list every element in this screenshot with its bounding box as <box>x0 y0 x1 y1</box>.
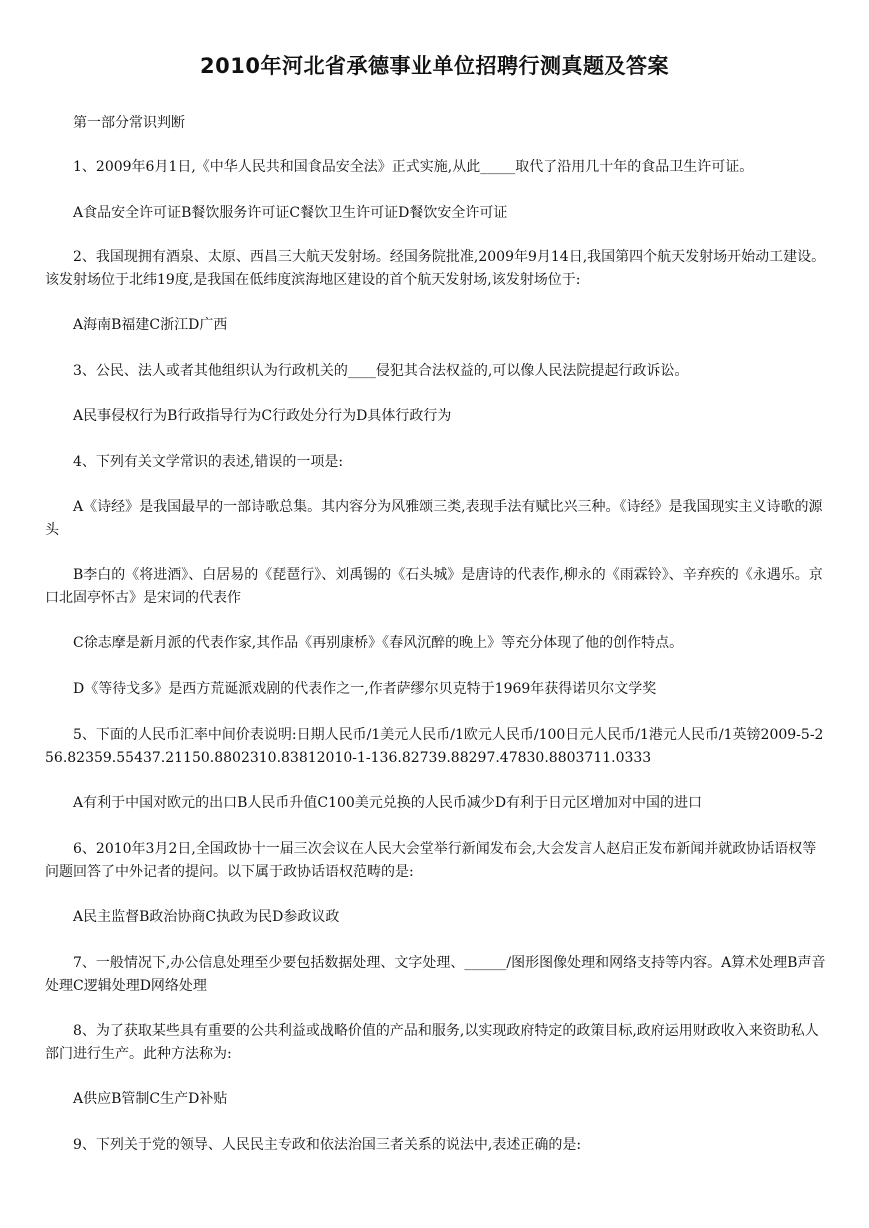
section-heading: 第一部分常识判断 <box>73 115 185 131</box>
question-5-options: A有利于中国对欧元的出口B人民币升值C100美元兑换的人民币减少D有利于日元区增加对中国的进口 <box>73 795 703 811</box>
question-3-options: A民事侵权行为B行政指导行为C行政处分行为D具体行政行为 <box>73 408 452 424</box>
question-6-options: A民主监督B政治协商C执政为民D参政议政 <box>73 909 340 925</box>
question-5: 5、下面的人民币汇率中间价表说明:日期人民币/1美元人民币/1欧元人民币/100日元人民币/1港元人民币/1英镑2009-5-256.82359.55437.21150.8802310.83812010-1-136.82739.88297.47830.8803711.0333 <box>45 727 824 766</box>
question-4-option-d: D《等待戈多》是西方荒诞派戏剧的代表作之一,作者萨缪尔贝克特于1969年获得诺贝尔文学奖 <box>73 681 657 697</box>
question-8-options: A供应B管制C生产D补贴 <box>73 1091 228 1107</box>
question-4-option-b: B李白的《将进酒》、白居易的《琵琶行》、刘禹锡的《石头城》是唐诗的代表作,柳永的《雨霖铃》、辛弃疾的《永遇乐。京口北固亭怀古》是宋词的代表作 <box>45 567 823 606</box>
question-9: 9、下列关于党的领导、人民民主专政和依法治国三者关系的说法中,表述正确的是: <box>73 1137 582 1153</box>
question-3: 3、公民、法人或者其他组织认为行政机关的____侵犯其合法权益的,可以像人民法院提起行政诉讼。 <box>73 363 689 379</box>
question-2: 2、我国现拥有酒泉、太原、西昌三大航天发射场。经国务院批准,2009年9月14日,我国第四个航天发射场开始动工建设。该发射场位于北纬19度,是我国在低纬度滨海地区建设的首个航天发射场,该发射场位于: <box>45 249 826 288</box>
question-4-option-c: C徐志摩是新月派的代表作家,其作品《再别康桥》《春风沉醉的晚上》等充分体现了他的创作特点。 <box>73 635 684 651</box>
question-7: 7、一般情况下,办公信息处理至少要包括数据处理、文字处理、______/图形图像处理和网络支持等内容。A算术处理B声音处理C逻辑处理D网络处理 <box>45 955 826 994</box>
question-1-options: A食品安全许可证B餐饮服务许可证C餐饮卫生许可证D餐饮安全许可证 <box>73 205 508 221</box>
question-1: 1、2009年6月1日,《中华人民共和国食品安全法》正式实施,从此_____取代了沿用几十年的食品卫生许可证。 <box>73 159 754 175</box>
document-title: 2010年河北省承德事业单位招聘行测真题及答案 <box>200 54 669 78</box>
question-4-option-a: A《诗经》是我国最早的一部诗歌总集。其内容分为风雅颂三类,表现手法有赋比兴三种。《诗经》是我国现实主义诗歌的源头 <box>45 499 823 538</box>
question-8: 8、为了获取某些具有重要的公共利益或战略价值的产品和服务,以实现政府特定的政策目标,政府运用财政收入来资助私人部门进行生产。此种方法称为: <box>45 1023 819 1062</box>
question-4: 4、下列有关文学常识的表述,错误的一项是: <box>73 454 344 470</box>
question-6: 6、2010年3月2日,全国政协十一届三次会议在人民大会堂举行新闻发布会,大会发言人赵启正发布新闻并就政协话语权等问题回答了中外记者的提问。以下属于政协话语权范畴的是: <box>45 841 817 880</box>
question-2-options: A海南B福建C浙江D广西 <box>73 317 228 333</box>
